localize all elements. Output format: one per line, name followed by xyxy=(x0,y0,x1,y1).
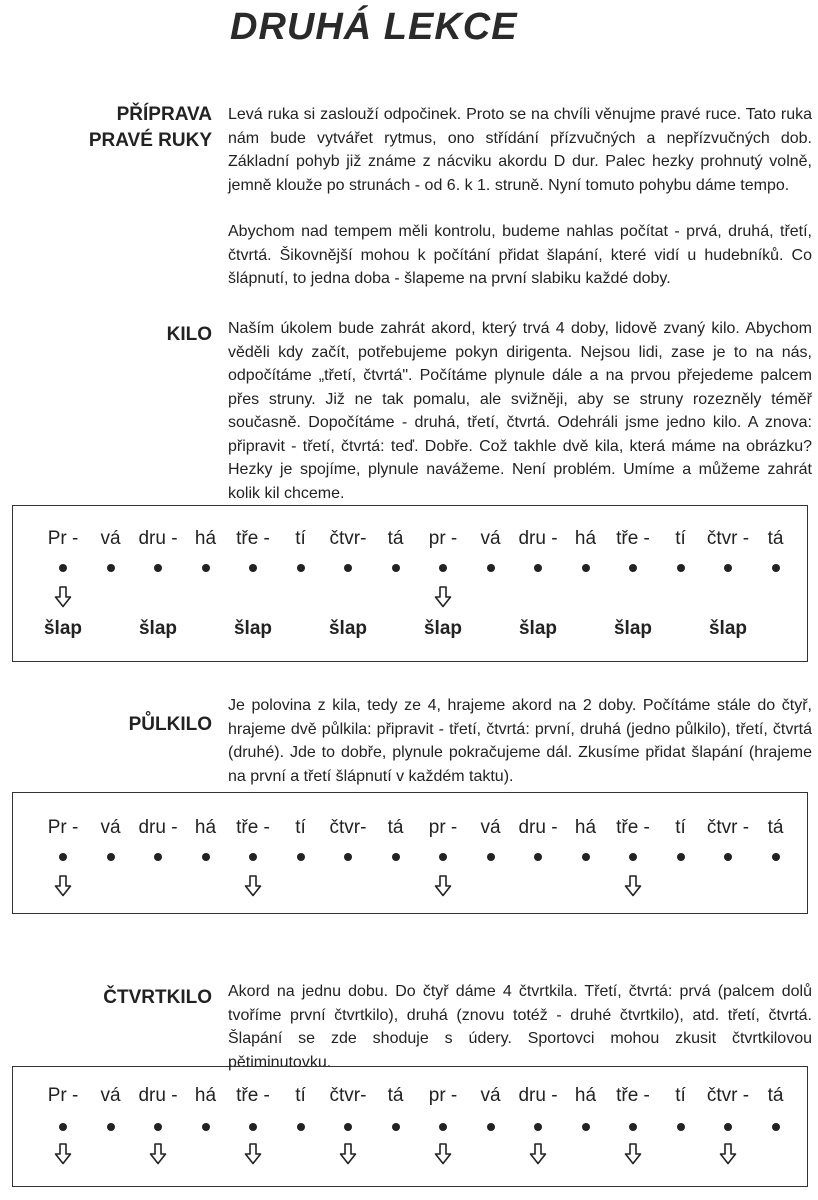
beat-dot xyxy=(249,564,257,572)
down-arrow-icon xyxy=(54,586,72,613)
beat-dot xyxy=(439,564,447,572)
syllable: vá xyxy=(480,528,501,549)
syllable: vá xyxy=(480,1085,501,1106)
pulkilo-text: Je polovina z kila, tedy ze 4, hrajeme akord na 2 doby. Počítáme stále do čtyř, hrajeme dvě půlkila: připravit - třetí, čtvrtá: první, druhá (jedno půlkilo), třetí, čtvrtá (druhé). Jde to dobře, plynule pokračujeme dál. Zkusíme přidat šlapání (hrajeme na první a třetí šlápnutí v každém taktu). xyxy=(228,697,812,785)
beat-dot xyxy=(107,1123,115,1131)
down-arrow-icon xyxy=(54,1143,72,1170)
beat-dot xyxy=(487,1123,495,1131)
syllable: tá xyxy=(767,817,784,838)
beat-dot xyxy=(534,564,542,572)
syllable: Pr - xyxy=(47,1085,79,1106)
section-label-priprava xyxy=(0,102,212,154)
syllable: tí xyxy=(295,1085,306,1106)
down-arrow-icon xyxy=(54,875,72,902)
pulkilo-label: PŮLKILO xyxy=(128,714,212,735)
syllable: tře - xyxy=(616,1085,650,1106)
syllable: vá xyxy=(100,817,121,838)
beat-dot xyxy=(392,1123,400,1131)
beat-dot xyxy=(154,1123,162,1131)
syllable: há xyxy=(194,817,217,838)
section-label-ctvrtkilo xyxy=(0,985,212,1011)
syllable: pr - xyxy=(428,817,458,838)
syllable: čtvr- xyxy=(329,817,367,838)
syllable: tá xyxy=(387,1085,404,1106)
label-line-1: PŘÍPRAVA xyxy=(116,104,212,125)
pulkilo-paragraph xyxy=(228,694,812,788)
down-arrow-icon xyxy=(434,1143,452,1170)
syllable: tá xyxy=(387,528,404,549)
syllable: há xyxy=(574,817,597,838)
beat-dot xyxy=(724,853,732,861)
syllable: tře - xyxy=(616,817,650,838)
beat-dot xyxy=(724,1123,732,1131)
kilo-rhythm-row xyxy=(13,506,809,661)
syllable: tře - xyxy=(236,1085,270,1106)
down-arrow-icon xyxy=(244,1143,262,1170)
syllable: tí xyxy=(295,528,306,549)
beat-dot xyxy=(59,1123,67,1131)
syllable: dru - xyxy=(138,528,178,549)
syllable: tá xyxy=(767,528,784,549)
slap-label: šlap xyxy=(233,618,273,639)
kilo-text: Naším úkolem bude zahrát akord, který trvá 4 doby, lidově zvaný kilo. Abychom věděli kdy začít, potřebujeme pokyn dirigenta. Nejsou lidi, zase je to na nás, odpočítáme „třetí, čtvrtá". Počítáme plynule dále a na prvou přejedeme palcem přes struny. Již ne tak pomalu, ale svižněji, aby se struny rozezněly téměř současně. Dopočítáme - druhá, třetí, čtvrtá. Odehráli jsme jedno kilo. A znova: připravit - třetí, čtvrtá: teď. Dobře. Což takhle dvě kila, která máme na obrázku? Hezky je spojíme, plynule navážeme. Není problém. Umíme a můžeme zahrát kolik kil chceme. xyxy=(228,320,812,502)
syllable: há xyxy=(194,528,217,549)
slap-label: šlap xyxy=(708,618,748,639)
beat-dot xyxy=(677,853,685,861)
down-arrow-icon xyxy=(624,875,642,902)
syllable: čtvr- xyxy=(329,1085,367,1106)
beat-dot xyxy=(772,564,780,572)
beat-dot xyxy=(202,564,210,572)
beat-dot xyxy=(344,853,352,861)
beat-dot xyxy=(439,853,447,861)
beat-dot xyxy=(154,853,162,861)
beat-dot xyxy=(344,1123,352,1131)
down-arrow-icon xyxy=(434,586,452,613)
beat-dot xyxy=(154,564,162,572)
priprava-text-2: Abychom nad tempem měli kontrolu, budeme nahlas počítat - prvá, druhá, třetí, čtvrtá. Šikovnější mohou k počítání přidat šlapání, které vidí u hudebníků. Co šlápnutí, to jedna doba - šlapeme na první slabiku každé doby. xyxy=(228,223,812,287)
ctvrtkilo-label: ČTVRTKILO xyxy=(103,987,212,1008)
down-arrow-icon xyxy=(244,875,262,902)
priprava-text-1: Levá ruka si zaslouží odpočinek. Proto se na chvíli věnujme pravé ruce. Tato ruka nám bude vytvářet rytmus, ono střídání přízvučných a nepřízvučných dob. Základní pohyb již známe z nácviku akordu D dur. Palec hezky prohnutý volně, jemně klouže po strunách - od 6. k 1. struně. Nyní tomuto pohybu dáme tempo. xyxy=(228,106,812,194)
kilo-paragraph xyxy=(228,317,812,505)
syllable: dru - xyxy=(518,528,558,549)
ctvrtkilo-rhythm-row xyxy=(13,1067,809,1186)
beat-dot xyxy=(487,853,495,861)
beat-dot xyxy=(392,853,400,861)
beat-dot xyxy=(439,1123,447,1131)
slap-label: šlap xyxy=(613,618,653,639)
syllable: há xyxy=(574,1085,597,1106)
beat-dot xyxy=(629,1123,637,1131)
syllable: čtvr - xyxy=(706,528,750,549)
down-arrow-icon xyxy=(339,1143,357,1170)
pulkilo-rhythm-box xyxy=(12,792,808,914)
beat-dot xyxy=(772,853,780,861)
beat-dot xyxy=(582,853,590,861)
slap-label: šlap xyxy=(138,618,178,639)
beat-dot xyxy=(487,564,495,572)
ctvrtkilo-text: Akord na jednu dobu. Do čtyř dáme 4 čtvrtkila. Třetí, čtvrtá: prvá (palcem dolů tvoříme první čtvrtkilo), druhá (znovu totéž - druhé čtvrtkilo), atd. třetí, čtvrtá. Šlapání se zde shoduje s údery. Sportovci mohou zkusit čtvrtkilovou pětiminutovku. xyxy=(228,983,812,1071)
down-arrow-icon xyxy=(624,1143,642,1170)
syllable: há xyxy=(574,528,597,549)
slap-label: šlap xyxy=(43,618,83,639)
down-arrow-icon xyxy=(149,1143,167,1170)
beat-dot xyxy=(202,1123,210,1131)
beat-dot xyxy=(772,1123,780,1131)
beat-dot xyxy=(534,1123,542,1131)
syllable: pr - xyxy=(428,528,458,549)
syllable: tá xyxy=(387,817,404,838)
beat-dot xyxy=(724,564,732,572)
syllable: Pr - xyxy=(47,817,79,838)
beat-dot xyxy=(297,1123,305,1131)
syllable: tí xyxy=(675,1085,686,1106)
section-label-kilo xyxy=(0,322,212,348)
beat-dot xyxy=(344,564,352,572)
down-arrow-icon xyxy=(719,1143,737,1170)
kilo-label: KILO xyxy=(166,324,212,345)
beat-dot xyxy=(534,853,542,861)
priprava-paragraph-1 xyxy=(228,103,812,197)
syllable: Pr - xyxy=(47,528,79,549)
syllable: tá xyxy=(767,1085,784,1106)
beat-dot xyxy=(629,853,637,861)
syllable: pr - xyxy=(428,1085,458,1106)
beat-dot xyxy=(59,564,67,572)
syllable: tře - xyxy=(236,528,270,549)
beat-dot xyxy=(629,564,637,572)
beat-dot xyxy=(297,853,305,861)
priprava-paragraph-2 xyxy=(228,220,812,291)
syllable: vá xyxy=(100,1085,121,1106)
syllable: tí xyxy=(675,528,686,549)
down-arrow-icon xyxy=(434,875,452,902)
beat-dot xyxy=(107,564,115,572)
syllable: vá xyxy=(100,528,121,549)
syllable: čtvr- xyxy=(329,528,367,549)
syllable: tí xyxy=(295,817,306,838)
beat-dot xyxy=(677,564,685,572)
beat-dot xyxy=(59,853,67,861)
syllable: vá xyxy=(480,817,501,838)
slap-label: šlap xyxy=(518,618,558,639)
syllable: tře - xyxy=(236,817,270,838)
syllable: čtvr - xyxy=(706,1085,750,1106)
beat-dot xyxy=(677,1123,685,1131)
beat-dot xyxy=(582,564,590,572)
slap-label: šlap xyxy=(423,618,463,639)
beat-dot xyxy=(582,1123,590,1131)
kilo-rhythm-box xyxy=(12,505,808,662)
section-label-pulkilo xyxy=(0,712,212,738)
beat-dot xyxy=(107,853,115,861)
ctvrtkilo-paragraph xyxy=(228,980,812,1074)
beat-dot xyxy=(297,564,305,572)
syllable: dru - xyxy=(138,817,178,838)
label-line-2: PRAVÉ RUKY xyxy=(88,130,212,151)
slap-label: šlap xyxy=(328,618,368,639)
beat-dot xyxy=(392,564,400,572)
syllable: dru - xyxy=(138,1085,178,1106)
ctvrtkilo-rhythm-box xyxy=(12,1066,808,1187)
syllable: tí xyxy=(675,817,686,838)
syllable: čtvr - xyxy=(706,817,750,838)
syllable: dru - xyxy=(518,1085,558,1106)
beat-dot xyxy=(249,853,257,861)
syllable: há xyxy=(194,1085,217,1106)
down-arrow-icon xyxy=(529,1143,547,1170)
page-title: DRUHÁ LEKCE xyxy=(230,6,518,48)
syllable: tře - xyxy=(616,528,650,549)
beat-dot xyxy=(249,1123,257,1131)
syllable: dru - xyxy=(518,817,558,838)
beat-dot xyxy=(202,853,210,861)
pulkilo-rhythm-row xyxy=(13,793,809,913)
